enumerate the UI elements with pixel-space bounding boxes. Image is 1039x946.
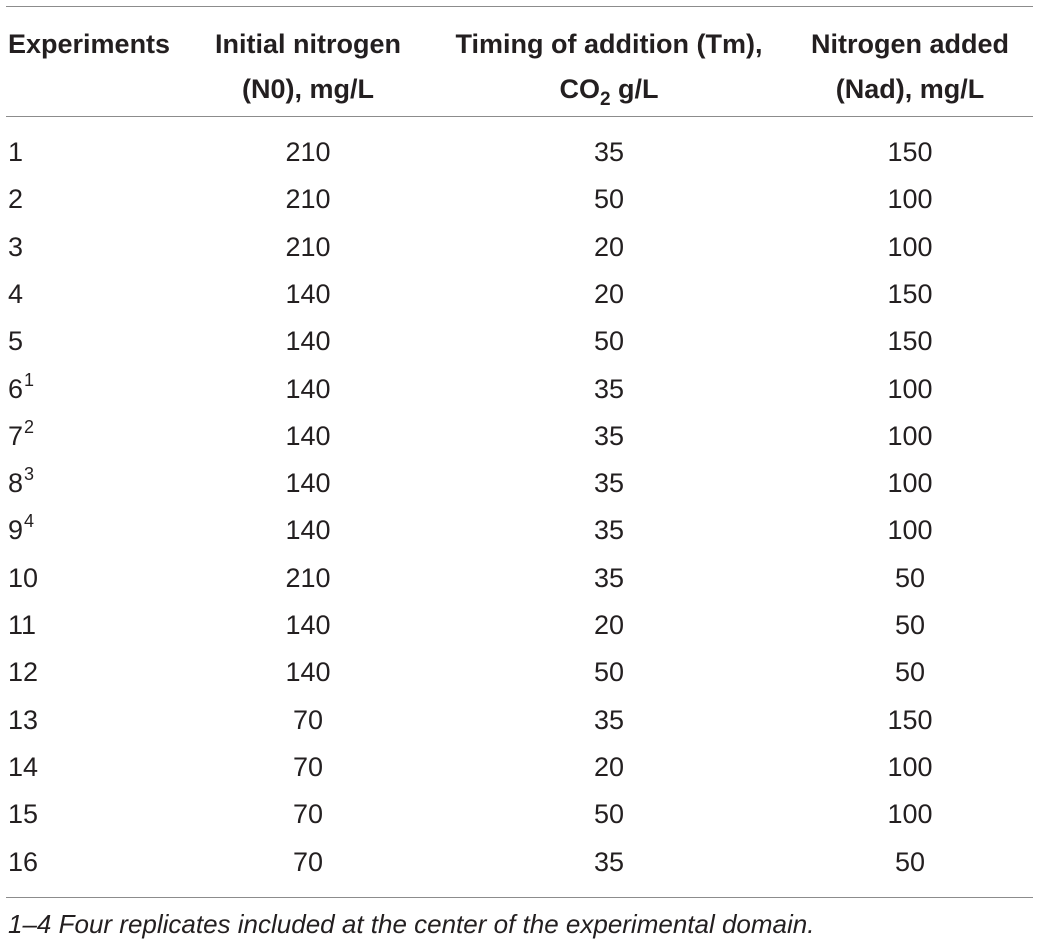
- cell-initial-nitrogen: 140: [285, 420, 331, 451]
- cell-timing-of-addition: 20: [593, 610, 625, 640]
- table-top-rule: [6, 6, 1033, 7]
- header-bottom-rule: [6, 116, 1033, 117]
- cell-experiment-number: 8: [8, 468, 24, 499]
- cell-initial-nitrogen: 210: [285, 562, 331, 593]
- cell-timing-of-addition: 35: [593, 562, 625, 593]
- table-bottom-rule: [6, 897, 1033, 898]
- table-row: [0, 413, 1039, 460]
- cell-experiment: [8, 271, 23, 318]
- cell-initial-nitrogen: 70: [292, 751, 324, 782]
- cell-timing-of-addition: 35: [593, 846, 625, 877]
- cell-experiment: [8, 602, 36, 649]
- cell-initial-nitrogen: 140: [285, 326, 331, 357]
- cell-nitrogen-added: 100: [887, 751, 933, 782]
- cell-initial-nitrogen: 70: [292, 704, 324, 735]
- cell-experiment: [8, 366, 34, 416]
- cell-nitrogen-added: 100: [887, 373, 933, 404]
- header-experiments: [8, 22, 170, 67]
- cell-experiment: [8, 176, 23, 223]
- cell-experiment: [8, 697, 38, 744]
- cell-experiment-number: 14: [8, 751, 39, 782]
- cell-nitrogen-added: 50: [894, 846, 926, 877]
- cell-timing-of-addition: 50: [593, 326, 625, 357]
- table-row: [0, 366, 1039, 413]
- header-timing-line1: Timing of addition (Tm),: [455, 29, 763, 59]
- cell-initial-nitrogen: 140: [285, 373, 331, 404]
- table-row: [0, 649, 1039, 696]
- cell-experiment: [8, 555, 38, 602]
- header-experiments-label: Experiments: [8, 29, 171, 59]
- cell-timing-of-addition: 20: [593, 231, 625, 262]
- cell-nitrogen-added: 100: [887, 799, 933, 830]
- header-timing-unit: g/L: [610, 74, 659, 104]
- cell-experiment-number: 1: [8, 137, 24, 167]
- cell-experiment: [8, 129, 23, 176]
- table-row: [0, 839, 1039, 886]
- cell-experiment-number: 16: [8, 846, 39, 877]
- cell-experiment-number: 10: [8, 562, 39, 593]
- cell-experiment: [8, 791, 38, 838]
- cell-timing-of-addition: 35: [593, 515, 625, 546]
- cell-initial-nitrogen: 140: [285, 468, 331, 499]
- cell-timing-of-addition: 35: [593, 468, 625, 499]
- header-nitrogen-added-line1: Nitrogen added: [810, 29, 1009, 59]
- table-row: [0, 318, 1039, 365]
- cell-nitrogen-added: 100: [887, 468, 933, 499]
- cell-initial-nitrogen: 140: [285, 515, 331, 546]
- header-nitrogen-added: [800, 22, 1020, 112]
- cell-timing-of-addition: 35: [593, 373, 625, 404]
- cell-initial-nitrogen: 210: [285, 231, 331, 262]
- cell-nitrogen-added: 150: [887, 278, 933, 309]
- cell-nitrogen-added: 150: [887, 326, 933, 357]
- cell-initial-nitrogen: 210: [285, 137, 331, 167]
- cell-timing-of-addition: 50: [593, 799, 625, 830]
- cell-timing-of-addition: 35: [593, 704, 625, 735]
- table-row: [0, 555, 1039, 602]
- cell-experiment-footnote-marker: 4: [24, 511, 35, 532]
- cell-nitrogen-added: 50: [894, 657, 926, 688]
- cell-timing-of-addition: 35: [593, 420, 625, 451]
- cell-experiment-number: 6: [8, 373, 24, 404]
- cell-experiment: [8, 413, 34, 463]
- cell-experiment-number: 12: [8, 657, 39, 688]
- header-initial-nitrogen: [207, 22, 409, 112]
- cell-experiment-footnote-marker: 2: [24, 416, 35, 437]
- cell-experiment-footnote-marker: 3: [24, 464, 35, 485]
- cell-initial-nitrogen: 140: [285, 610, 331, 640]
- header-timing-subscript: 2: [599, 89, 611, 110]
- cell-initial-nitrogen: 140: [285, 278, 331, 309]
- header-timing-line2: [440, 67, 778, 115]
- table-footnote: 1–4 Four replicates included at the center of the experimental domain.: [8, 909, 815, 939]
- table-row: [0, 129, 1039, 176]
- cell-timing-of-addition: 50: [593, 657, 625, 688]
- header-timing-of-addition: [440, 22, 778, 115]
- cell-initial-nitrogen: 210: [285, 184, 331, 215]
- table-row: [0, 224, 1039, 271]
- cell-nitrogen-added: 150: [887, 704, 933, 735]
- table-row: [0, 460, 1039, 507]
- cell-experiment-number: 15: [8, 799, 39, 830]
- cell-nitrogen-added: 100: [887, 184, 933, 215]
- cell-experiment-footnote-marker: 1: [24, 369, 35, 390]
- table-row: [0, 271, 1039, 318]
- header-nitrogen-added-line2: (Nad), mg/L: [835, 74, 985, 104]
- cell-timing-of-addition: 35: [593, 137, 625, 167]
- table-row: [0, 744, 1039, 791]
- table-row: [0, 176, 1039, 223]
- cell-nitrogen-added: 50: [894, 562, 926, 593]
- cell-experiment: [8, 318, 23, 365]
- cell-experiment: [8, 744, 38, 791]
- cell-nitrogen-added: 100: [887, 515, 933, 546]
- cell-experiment-number: 4: [8, 278, 24, 309]
- cell-timing-of-addition: 20: [593, 751, 625, 782]
- cell-experiment-number: 7: [8, 420, 24, 451]
- cell-experiment-number: 2: [8, 184, 24, 215]
- cell-experiment: [8, 839, 38, 886]
- header-timing-co: CO: [559, 74, 600, 104]
- cell-experiment-number: 5: [8, 326, 24, 357]
- table-row: [0, 697, 1039, 744]
- table-row: [0, 791, 1039, 838]
- header-initial-nitrogen-line2: (N0), mg/L: [242, 74, 374, 104]
- cell-timing-of-addition: 50: [593, 184, 625, 215]
- cell-experiment-number: 9: [8, 515, 24, 546]
- cell-experiment-number: 11: [8, 610, 37, 640]
- cell-experiment: [8, 224, 23, 271]
- cell-initial-nitrogen: 70: [292, 799, 324, 830]
- cell-nitrogen-added: 100: [887, 231, 933, 262]
- cell-experiment-number: 13: [8, 704, 39, 735]
- table-row: [0, 602, 1039, 649]
- cell-experiment: [8, 649, 38, 696]
- table-row: [0, 507, 1039, 554]
- cell-initial-nitrogen: 70: [292, 846, 324, 877]
- cell-experiment: [8, 460, 34, 510]
- cell-nitrogen-added: 150: [887, 137, 933, 167]
- header-initial-nitrogen-line1: Initial nitrogen: [215, 29, 401, 59]
- cell-experiment: [8, 507, 34, 557]
- cell-timing-of-addition: 20: [593, 278, 625, 309]
- cell-experiment-number: 3: [8, 231, 24, 262]
- cell-nitrogen-added: 100: [887, 420, 933, 451]
- cell-initial-nitrogen: 140: [285, 657, 331, 688]
- cell-nitrogen-added: 50: [894, 610, 926, 640]
